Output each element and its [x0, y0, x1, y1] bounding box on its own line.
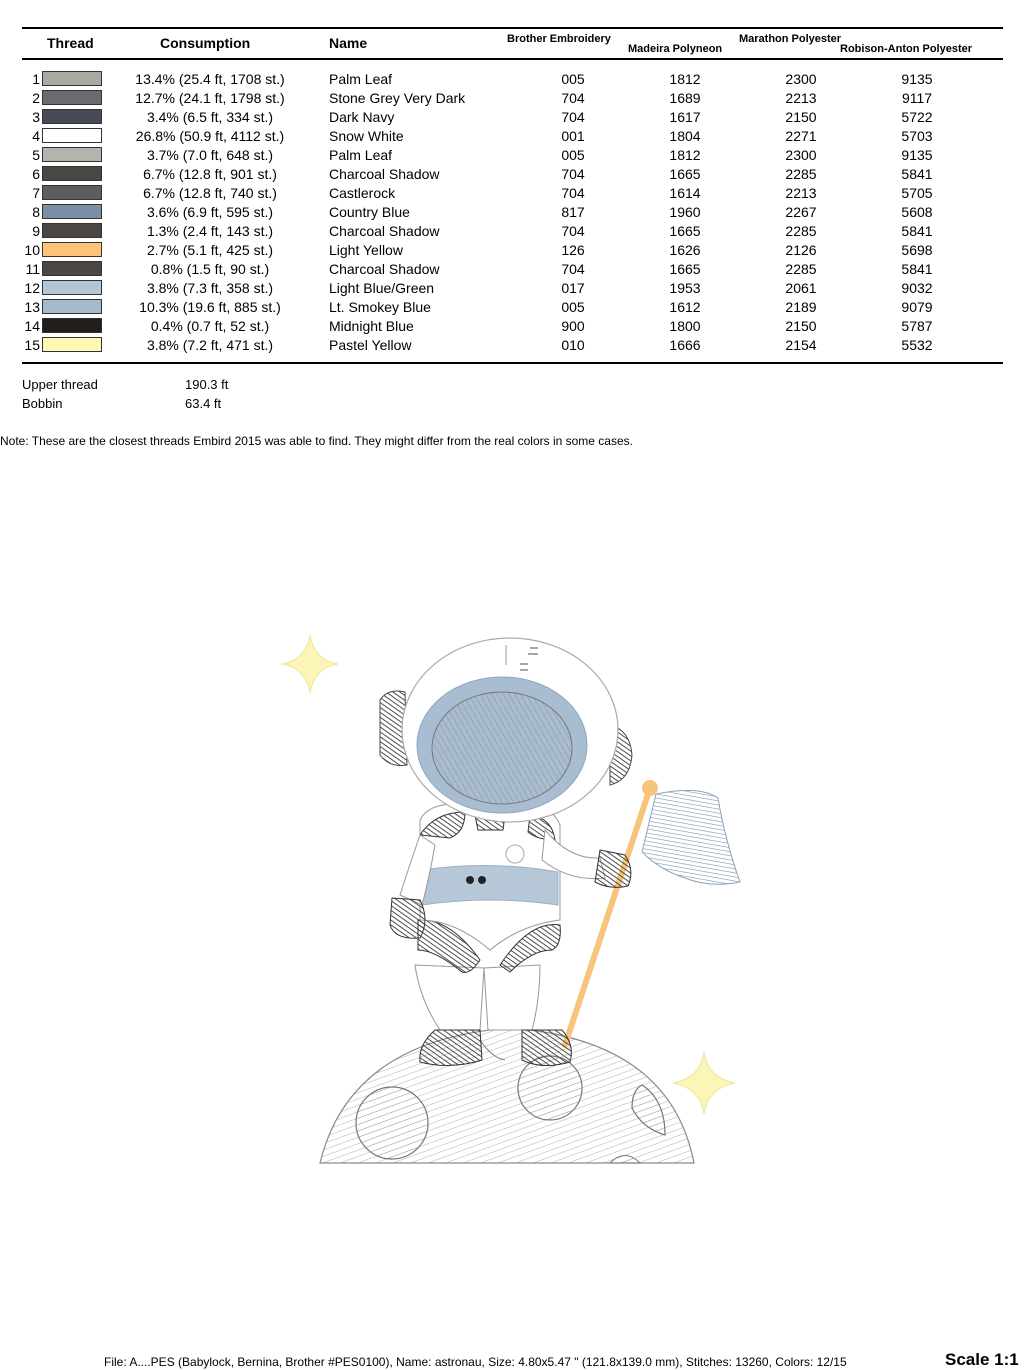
thread-name: Charcoal Shadow: [329, 223, 440, 239]
header-brother: Brother Embroidery: [507, 33, 611, 45]
thread-number: 9: [32, 223, 40, 239]
thread-name: Charcoal Shadow: [329, 261, 440, 277]
table-row: [0, 127, 1024, 146]
thread-consumption: 26.8% (50.9 ft, 4112 st.): [135, 128, 285, 144]
thread-name: Charcoal Shadow: [329, 166, 440, 182]
bobbin-value: 63.4 ft: [185, 396, 222, 411]
header-thread: Thread: [47, 35, 94, 51]
thread-color-swatch: [42, 299, 102, 314]
thread-number: 10: [24, 242, 40, 258]
upper-thread-label: Upper thread: [22, 377, 98, 392]
thread-consumption: 13.4% (25.4 ft, 1708 st.): [135, 71, 285, 87]
thread-consumption: 3.8% (7.3 ft, 358 st.): [146, 280, 274, 296]
robison-code: 9135: [901, 147, 933, 163]
table-row: [0, 317, 1024, 336]
marathon-code: 2154: [785, 337, 817, 353]
scale-label: Scale 1:1: [945, 1350, 1019, 1369]
thread-consumption: 6.7% (12.8 ft, 901 st.): [143, 166, 277, 182]
thread-number: 14: [24, 318, 40, 334]
thread-color-swatch: [42, 318, 102, 333]
robison-code: 9032: [901, 280, 933, 296]
table-row: [0, 298, 1024, 317]
table-row: [0, 165, 1024, 184]
madeira-code: 1665: [669, 223, 701, 239]
table-row: [0, 336, 1024, 355]
thread-number: 12: [24, 280, 40, 296]
brother-code: 704: [561, 261, 585, 277]
thread-number: 7: [32, 185, 40, 201]
thread-consumption: 0.4% (0.7 ft, 52 st.): [150, 318, 270, 334]
madeira-code: 1812: [669, 147, 701, 163]
thread-color-swatch: [42, 71, 102, 86]
thread-consumption: 3.4% (6.5 ft, 334 st.): [146, 109, 274, 125]
marathon-code: 2285: [785, 166, 817, 182]
robison-code: 5698: [901, 242, 933, 258]
thread-consumption: 6.7% (12.8 ft, 740 st.): [143, 185, 277, 201]
brother-code: 010: [561, 337, 585, 353]
madeira-code: 1665: [669, 261, 701, 277]
thread-number: 5: [32, 147, 40, 163]
marathon-code: 2300: [785, 147, 817, 163]
table-top-rule: [22, 27, 1003, 29]
header-consumption: Consumption: [160, 35, 251, 51]
thread-note: Note: These are the closest threads Embird 2015 was able to find. They might differ from the real colors in some cases.: [0, 434, 633, 448]
thread-consumption: 10.3% (19.6 ft, 885 st.): [139, 299, 281, 315]
brother-code: 900: [561, 318, 585, 334]
robison-code: 5841: [901, 166, 933, 182]
thread-consumption: 0.8% (1.5 ft, 90 st.): [150, 261, 270, 277]
madeira-code: 1812: [669, 71, 701, 87]
file-info-footer: File: A....PES (Babylock, Bernina, Brother #PES0100), Name: astronau, Size: 4.80x5.47 " (121.8x139.0 mm), Stitches: 13260, Colors: 12/15: [104, 1355, 847, 1369]
brother-code: 704: [561, 223, 585, 239]
brother-code: 704: [561, 185, 585, 201]
thread-color-swatch: [42, 128, 102, 143]
thread-number: 3: [32, 109, 40, 125]
robison-code: 5703: [901, 128, 933, 144]
brother-code: 017: [561, 280, 585, 296]
header-bottom-rule: [22, 58, 1003, 60]
robison-code: 5841: [901, 223, 933, 239]
robison-code: 5532: [901, 337, 933, 353]
brother-code: 817: [561, 204, 585, 220]
marathon-code: 2150: [785, 109, 817, 125]
robison-code: 5841: [901, 261, 933, 277]
thread-name: Castlerock: [329, 185, 396, 201]
header-robison: Robison-Anton Polyester: [840, 43, 973, 55]
header-madeira: Madeira Polyneon: [628, 43, 723, 55]
thread-name: Country Blue: [329, 204, 410, 220]
marathon-code: 2189: [785, 299, 817, 315]
thread-color-swatch: [42, 337, 102, 352]
brother-code: 005: [561, 71, 585, 87]
brother-code: 704: [561, 166, 585, 182]
planet-moon: [320, 1028, 694, 1163]
thread-name: Palm Leaf: [329, 147, 393, 163]
thread-consumption: 12.7% (24.1 ft, 1798 st.): [135, 90, 285, 106]
header-marathon: Marathon Polyester: [739, 33, 842, 45]
star-icon: [673, 1052, 735, 1114]
table-row: [0, 241, 1024, 260]
brother-code: 704: [561, 90, 585, 106]
suit-belt: [422, 865, 558, 905]
marathon-code: 2285: [785, 261, 817, 277]
madeira-code: 1804: [669, 128, 701, 144]
table-bottom-rule: [22, 362, 1003, 364]
thread-name: Lt. Smokey Blue: [329, 299, 431, 315]
thread-color-swatch: [42, 223, 102, 238]
thread-color-swatch: [42, 147, 102, 162]
table-row: [0, 222, 1024, 241]
brother-code: 005: [561, 147, 585, 163]
thread-name: Light Yellow: [329, 242, 403, 258]
robison-code: 9079: [901, 299, 933, 315]
brother-code: 005: [561, 299, 585, 315]
flag-pole: [565, 788, 650, 1045]
star-icon: [282, 635, 338, 693]
thread-number: 2: [32, 90, 40, 106]
madeira-code: 1953: [669, 280, 701, 296]
thread-color-swatch: [42, 166, 102, 181]
thread-name: Stone Grey Very Dark: [329, 90, 466, 106]
helmet: [380, 638, 632, 822]
robison-code: 5608: [901, 204, 933, 220]
brother-code: 126: [561, 242, 585, 258]
left-glove: [390, 898, 425, 938]
brother-code: 704: [561, 109, 585, 125]
thread-name: Light Blue/Green: [329, 280, 435, 296]
robison-code: 9135: [901, 71, 933, 87]
robison-code: 5705: [901, 185, 933, 201]
brother-code: 001: [561, 128, 585, 144]
thread-number: 4: [32, 128, 40, 144]
madeira-code: 1960: [669, 204, 701, 220]
bobbin-label: Bobbin: [22, 396, 63, 411]
thread-consumption: 2.7% (5.1 ft, 425 st.): [146, 242, 274, 258]
thread-name: Palm Leaf: [329, 71, 393, 87]
marathon-code: 2267: [785, 204, 817, 220]
table-row: [0, 260, 1024, 279]
thread-color-swatch: [42, 280, 102, 295]
madeira-code: 1689: [669, 90, 701, 106]
marathon-code: 2150: [785, 318, 817, 334]
marathon-code: 2300: [785, 71, 817, 87]
thread-number: 6: [32, 166, 40, 182]
right-glove: [595, 850, 631, 887]
thread-color-swatch: [42, 261, 102, 276]
marathon-code: 2213: [785, 90, 817, 106]
thread-name: Dark Navy: [329, 109, 395, 125]
robison-code: 9117: [901, 90, 933, 106]
table-row: [0, 89, 1024, 108]
table-row: [0, 279, 1024, 298]
thread-consumption: 3.7% (7.0 ft, 648 st.): [146, 147, 274, 163]
thread-number: 8: [32, 204, 40, 220]
madeira-code: 1800: [669, 318, 701, 334]
thread-consumption: 3.6% (6.9 ft, 595 st.): [146, 204, 274, 220]
thread-name: Midnight Blue: [329, 318, 414, 334]
robison-code: 5722: [901, 109, 933, 125]
thread-table: [0, 70, 1024, 355]
flag: [642, 790, 740, 884]
robison-code: 5787: [901, 318, 933, 334]
marathon-code: 2285: [785, 223, 817, 239]
thread-color-swatch: [42, 204, 102, 219]
marathon-code: 2126: [785, 242, 817, 258]
madeira-code: 1665: [669, 166, 701, 182]
marathon-code: 2213: [785, 185, 817, 201]
table-row: [0, 108, 1024, 127]
marathon-code: 2271: [785, 128, 817, 144]
table-row: [0, 203, 1024, 222]
embroidery-preview: [270, 620, 750, 1180]
upper-thread-value: 190.3 ft: [185, 377, 229, 392]
right-boot: [522, 1030, 571, 1066]
thread-color-swatch: [42, 109, 102, 124]
thread-name: Pastel Yellow: [329, 337, 412, 353]
thread-number: 1: [32, 71, 40, 87]
madeira-code: 1626: [669, 242, 701, 258]
thread-color-swatch: [42, 242, 102, 257]
left-boot: [420, 1030, 482, 1066]
table-row: [0, 70, 1024, 89]
thread-consumption: 3.8% (7.2 ft, 471 st.): [146, 337, 274, 353]
thread-color-swatch: [42, 90, 102, 105]
header-name: Name: [329, 35, 368, 51]
thread-color-swatch: [42, 185, 102, 200]
thread-number: 11: [25, 261, 40, 277]
thread-number: 13: [24, 299, 40, 315]
madeira-code: 1612: [669, 299, 701, 315]
thread-consumption: 1.3% (2.4 ft, 143 st.): [146, 223, 274, 239]
madeira-code: 1666: [669, 337, 701, 353]
thread-number: 15: [24, 337, 40, 353]
table-row: [0, 184, 1024, 203]
table-row: [0, 146, 1024, 165]
madeira-code: 1614: [669, 185, 701, 201]
madeira-code: 1617: [669, 109, 701, 125]
thread-name: Snow White: [329, 128, 404, 144]
marathon-code: 2061: [785, 280, 817, 296]
